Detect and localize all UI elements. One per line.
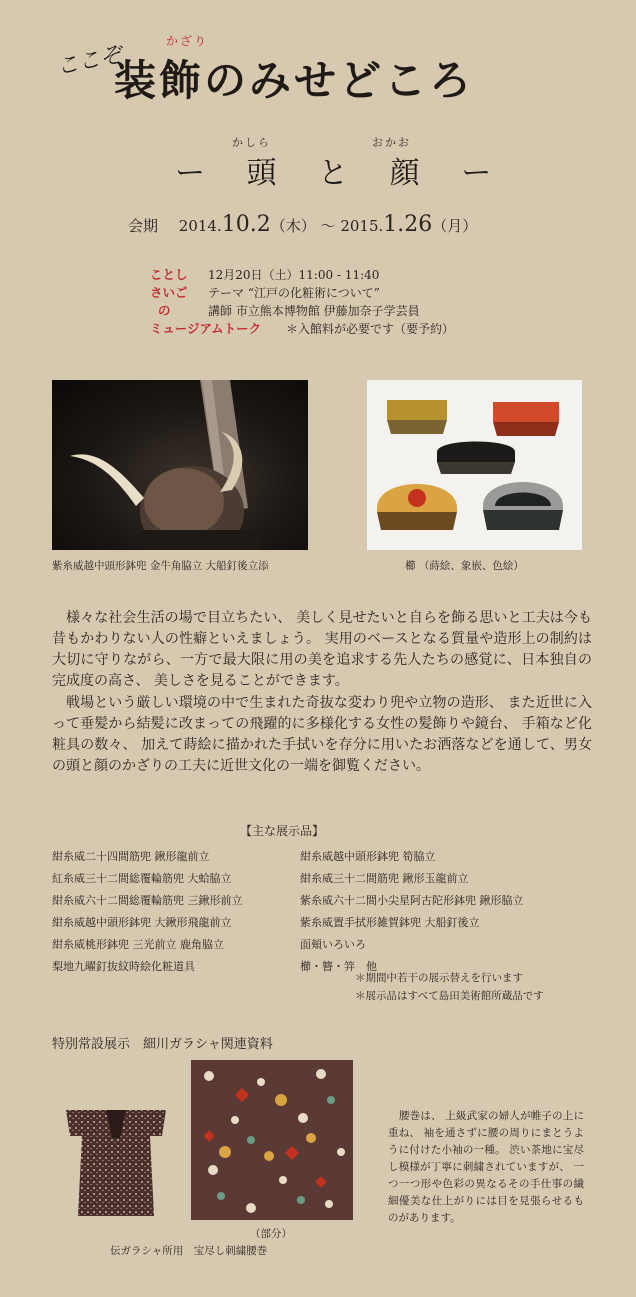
exhibit-item: 紺糸威六十二間総覆輪筋兜 三鍬形前立 [52, 894, 243, 907]
exhibit-item: 紫糸威置手拭形雑賀鉢兜 大船釘後立 [300, 916, 480, 929]
subtitle [175, 148, 493, 192]
period-end-dow: （月） [432, 217, 478, 235]
exhibition-period [128, 212, 477, 237]
talk-label: の [158, 303, 171, 318]
kashira-ruby: かしら [232, 136, 271, 149]
talk-line: 12月20日（土）11:00 - 11:40 [208, 268, 380, 282]
page-title: 装飾のみせどころ [114, 56, 475, 105]
period-tilde: ～ [320, 217, 336, 235]
embroidered-fabric-photo [191, 1060, 353, 1220]
exhibit-item: 梨地九曜釘抜紋時絵化粧道具 [52, 960, 195, 973]
koko-zo-label: ここぞ [54, 42, 125, 81]
period-label: 会期 [128, 217, 159, 235]
special-exhibition-title: 特別常設展示 細川ガラシャ関連資料 [52, 1037, 273, 1052]
exhibit-item: 紺糸威三十二間筋兜 鍬形玉龍前立 [300, 872, 469, 885]
talk-line: ＊入館料が必要です（要予約） [286, 322, 455, 336]
helmet-caption: 紫糸威越中頭形鉢兜 金牛角脇立 大船釘後立添 [52, 560, 269, 572]
subtitle-dash-right: ー [461, 156, 494, 191]
talk-label: ことし [150, 267, 188, 282]
period-end-year: 2015. [340, 217, 384, 235]
museum-talk-details [208, 266, 454, 338]
exhibit-item: 紫糸威六十二間小尖星阿古陀形鉢兜 鍬形脇立 [300, 894, 524, 907]
exhibits-heading: 【主な展示品】 [240, 824, 325, 838]
exhibit-item: 紺糸威桃形鉢兜 三光前立 鹿角脇立 [52, 938, 224, 951]
exhibits-list-left [52, 846, 243, 978]
koshimaki-description: 腰巻は、 上級武家の婦人が帷子の上に重ね、 袖を通さずに腰の周りにまとうように付けた小袖の一種。 渋い茶地に宝尽し模様が丁寧に刺繍されていますが、 一つ一つ形や色彩の異なるその手仕事の繊細優美な仕上がりには目を見張らせるものがあります。 [388, 1110, 584, 1224]
period-end-date: 1.26 [383, 212, 433, 237]
subtitle-head: 頭 [246, 156, 279, 191]
okao-ruby: おかお [372, 136, 411, 149]
subtitle-dash-left: ー [175, 156, 207, 191]
exhibit-note: ＊期間中若干の展示替えを行います [355, 972, 523, 984]
exhibits-list-right [300, 846, 524, 978]
kimono-caption: 伝ガラシャ所用 宝尽し刺繍腰巻 [110, 1245, 268, 1257]
exhibit-item: 紺糸威越中頭形鉢兜 大鍬形飛龍前立 [52, 916, 232, 929]
helmet-photo [52, 380, 308, 550]
intro-paragraph-2: 戦場という厳しい環境の中で生まれた奇抜な変わり兜や立物の造形、 また近世に入って垂髪から結髪に改まっての飛躍的に多様化する女性の髪飾りや鏡台、 手箱など化粧具の数々、 加えて蒔絵に描かれた手拭いを存分に用いたお洒落などを通して、男女の頭と顔のかざりの工夫に近世文化の一端を御覧ください。 [52, 695, 592, 774]
kimono-photo [62, 1108, 170, 1218]
combs-photo [367, 380, 582, 550]
exhibit-item: 櫛・簪・笄 他 [300, 960, 377, 973]
period-start-dow: （木） [270, 217, 316, 235]
period-start-date: 10.2 [221, 212, 271, 237]
exhibit-item: 紺糸威越中頭形鉢兜 筍脇立 [300, 850, 436, 863]
talk-line: 講師 市立熊本博物館 伊藤加奈子学芸員 [208, 304, 420, 318]
combs-caption: 櫛 （蒔絵、象嵌、色絵） [405, 560, 524, 572]
kazari-ruby: かざり [166, 34, 209, 48]
exhibit-item: 面頬いろいろ [300, 938, 366, 951]
intro-paragraph-1: 様々な社会生活の場で目立ちたい、 美しく見せたいと自らを飾る思いと工夫は今も昔もかわりない人の性癖といえましょう。 実用のベースとなる質量や造形上の制約は大切に守りながら、一方で最大限に用の美を追求する先人たちの感覚に、日本独自の完成度の高さ、 美しさを見ることができます。 [52, 610, 592, 689]
talk-line: テーマ “江戸の化粧術について” [208, 286, 380, 300]
talk-label: ミュージアムトーク [150, 321, 262, 336]
exhibit-item: 紺糸威二十四間筋兜 鍬形龍前立 [52, 850, 210, 863]
fabric-detail-caption: （部分） [250, 1228, 292, 1240]
exhibit-note: ＊展示品はすべて島田美術館所蔵品です [355, 990, 544, 1002]
period-start-year: 2014. [178, 217, 222, 235]
subtitle-to: と [318, 156, 351, 191]
subtitle-face: 顔 [389, 156, 422, 191]
talk-label: さいご [150, 285, 188, 300]
exhibit-item: 紅糸威三十二間総覆輪筋兜 大蛤脇立 [52, 872, 232, 885]
